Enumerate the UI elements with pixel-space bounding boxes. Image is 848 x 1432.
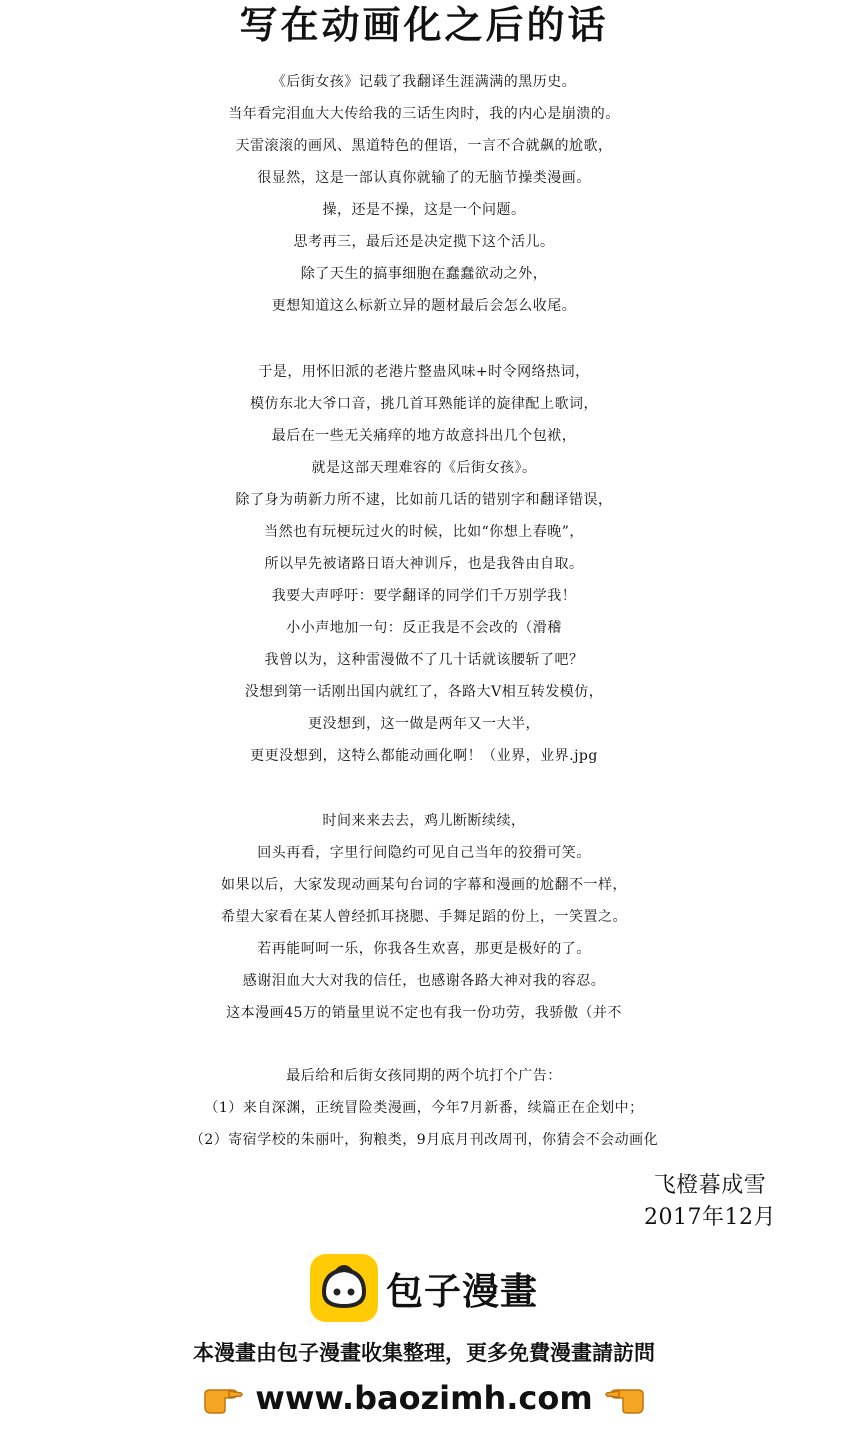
text-line: 希望大家看在某人曾经抓耳挠腮、手舞足蹈的份上，一笑置之。 [221, 909, 627, 925]
text-line: 最后给和后街女孩同期的两个坑打个广告： [286, 1068, 562, 1084]
text-line: 更没想到，这一做是两年又一大半， [308, 716, 540, 732]
text-line: 最后在一些无关痛痒的地方故意抖出几个包袱， [271, 428, 577, 444]
translator-name: 飞橙暮成雪 [653, 1173, 767, 1198]
text-line: 就是这部天理难容的《后街女孩》。 [311, 460, 537, 476]
text-line: 很显然，这是一部认真你就输了的无脑节操类漫画。 [257, 170, 591, 186]
text-line: 小小声地加一句：反正我是不会改的（滑稽 [286, 620, 562, 636]
text-line: 若再能呵呵一乐，你我各生欢喜，那更是极好的了。 [257, 941, 591, 957]
signature-date: 2017年12月 [644, 1205, 776, 1230]
text-line: 思考再三，最后还是决定揽下这个活儿。 [293, 234, 555, 250]
text-line: 更更没想到，这特么都能动画化啊！（业界，业界.jpg [250, 748, 598, 764]
brand-name: 包子漫畫 [386, 1270, 538, 1313]
paragraph-4 [0, 1060, 848, 1156]
signature-block [644, 1170, 776, 1234]
text-line: 除了身为萌新力所不逮，比如前几话的错别字和翻译错误， [235, 492, 613, 508]
brand-logo-row[interactable] [0, 1252, 848, 1324]
text-line: （1）来自深渊，正统冒险类漫画，今年7月新番，续篇正在企划中； [204, 1100, 644, 1116]
paragraph-3 [0, 805, 848, 1029]
page-title: 写在动画化之后的话 [239, 2, 609, 47]
text-line: 操，还是不操，这是一个问题。 [322, 202, 526, 218]
text-line: 当然也有玩梗玩过火的时候，比如“你想上春晚”， [264, 524, 584, 540]
text-line: 天雷滚滚的画风、黑道特色的俚语，一言不合就飙的尬歌， [235, 138, 613, 154]
text-line: 《后街女孩》记载了我翻译生涯满满的黑历史。 [271, 74, 577, 90]
site-footer [0, 1252, 848, 1420]
site-url-link[interactable]: www.baozimh.com [255, 1379, 593, 1417]
bun-face-icon [310, 1254, 378, 1322]
text-line: 这本漫画45万的销量里说不定也有我一份功劳，我骄傲（并不 [226, 1005, 622, 1021]
text-line: 更想知道这么标新立异的题材最后会怎么收尾。 [271, 298, 577, 314]
text-line: 所以早先被诸路日语大神训斥，也是我咎由自取。 [264, 556, 584, 572]
text-line: 感谢泪血大大对我的信任，也感谢各路大神对我的容忍。 [242, 973, 606, 989]
text-line: 除了天生的搞事细胞在蠢蠢欲动之外， [300, 266, 548, 282]
text-line: 我曾以为，这种雷漫做不了几十话就该腰斩了吧？ [264, 652, 584, 668]
paragraph-1 [0, 66, 848, 322]
text-line: （2）寄宿学校的朱丽叶，狗粮类，9月底月刊改周刊，你猜会不会动画化 [189, 1132, 659, 1148]
pointing-left-hand-icon [603, 1380, 647, 1416]
footer-notice: 本漫畫由包子漫畫收集整理，更多免費漫畫請訪問 [193, 1341, 655, 1365]
text-line: 没想到第一话刚出国内就红了，各路大V相互转发模仿， [244, 684, 604, 700]
text-line: 回头再看，字里行间隐约可见自己当年的狡猾可笑。 [257, 845, 591, 861]
text-line: 当年看完泪血大大传给我的三话生肉时，我的内心是崩溃的。 [228, 106, 620, 122]
text-line: 如果以后，大家发现动画某句台词的字幕和漫画的尬翻不一样， [221, 877, 627, 893]
text-line: 模仿东北大爷口音，挑几首耳熟能详的旋律配上歌词， [250, 396, 598, 412]
pointing-right-hand-icon [201, 1380, 245, 1416]
text-line: 于是，用怀旧派的老港片整蛊风味+时令网络热词， [258, 364, 590, 380]
url-row [0, 1376, 848, 1420]
text-line: 我要大声呼吁：要学翻译的同学们千万别学我！ [271, 588, 577, 604]
text-line: 时间来来去去，鸡儿断断续续， [322, 813, 526, 829]
paragraph-2 [0, 356, 848, 772]
